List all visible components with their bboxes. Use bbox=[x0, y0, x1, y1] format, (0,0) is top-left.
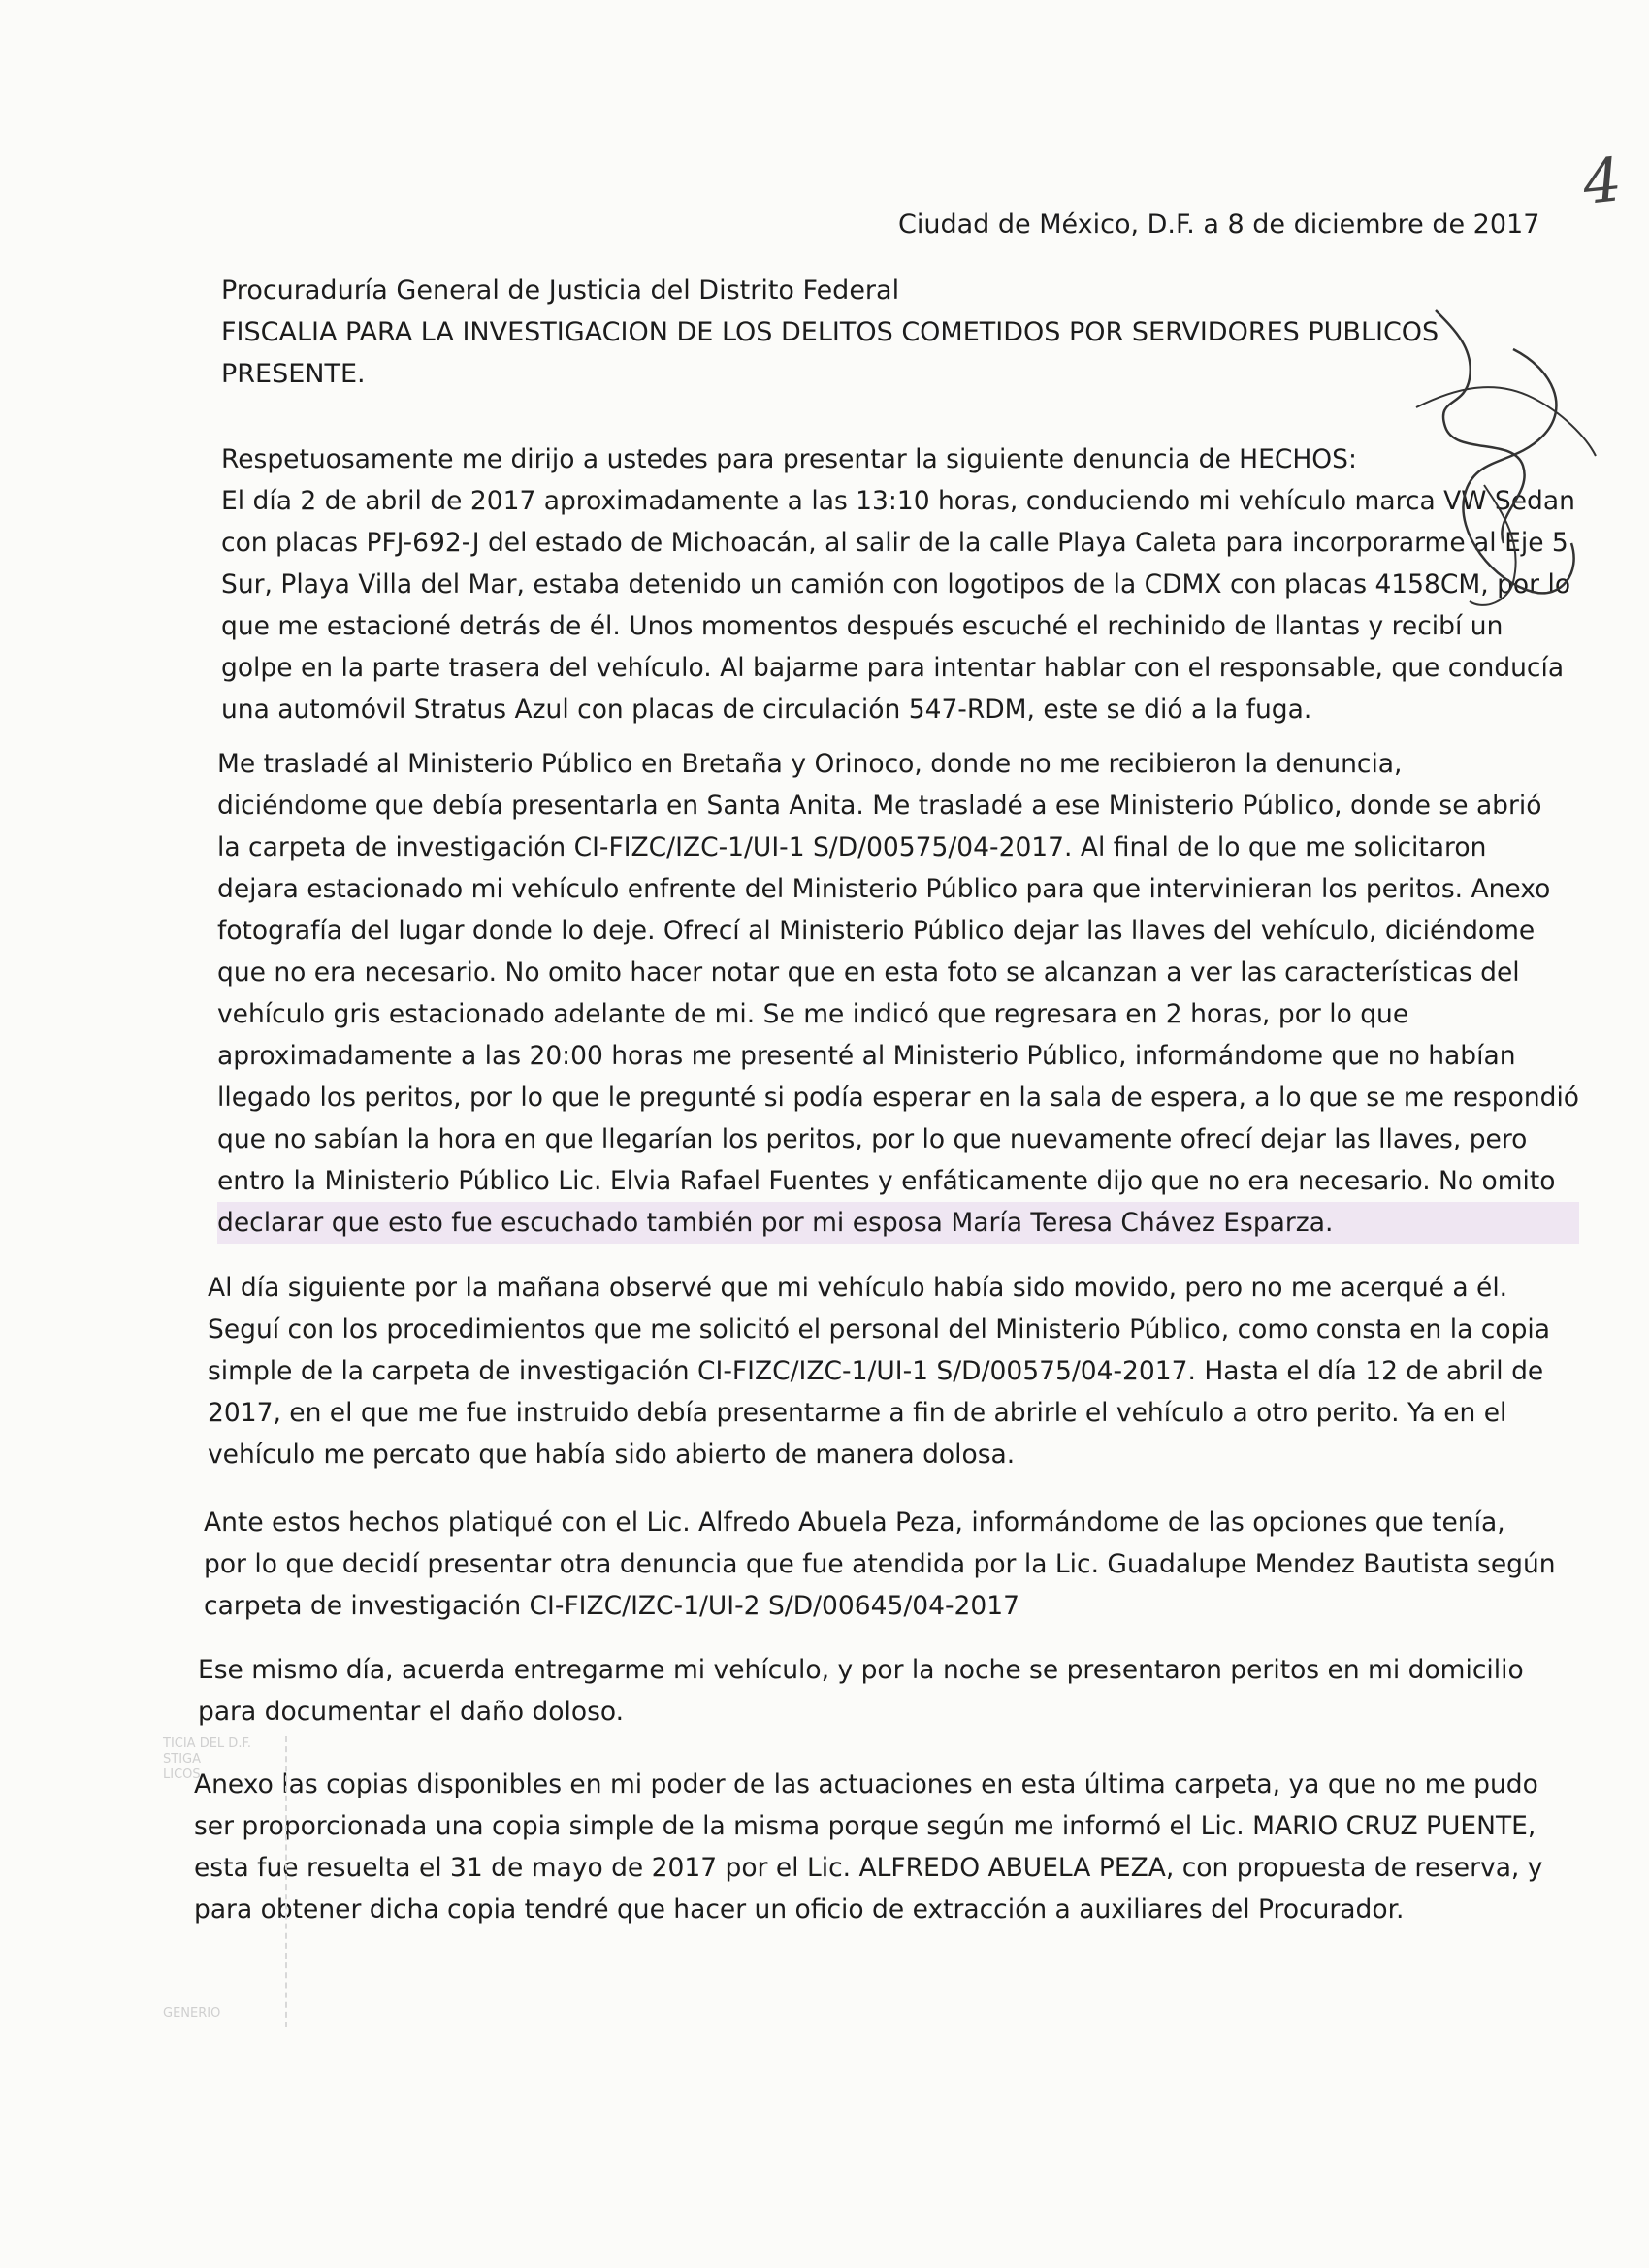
text-line: diciéndome que debía presentarla en Santa Anita. Me trasladé a ese Ministerio Público, donde se abrió bbox=[217, 791, 1542, 821]
text-line: vehículo gris estacionado adelante de mi. Se me indicó que regresara en 2 horas, por lo que bbox=[217, 999, 1409, 1029]
paragraph-4 bbox=[198, 1649, 1524, 1733]
stamp-text: TICIA DEL D.F. bbox=[163, 1736, 251, 1751]
text-line: vehículo me percato que había sido abierto de manera dolosa. bbox=[208, 1440, 1016, 1470]
text-line: Seguí con los procedimientos que me solicitó el personal del Ministerio Público, como consta en la copia bbox=[208, 1314, 1550, 1345]
text-line: golpe en la parte trasera del vehículo. Al bajarme para intentar hablar con el responsable, que conducía bbox=[221, 653, 1565, 683]
text-line: Al día siguiente por la mañana observé que mi vehículo había sido movido, pero no me acerqué a él. bbox=[208, 1273, 1508, 1303]
handwritten-signature bbox=[1377, 291, 1600, 621]
text-line: la carpeta de investigación CI-FIZC/IZC-1/UI-1 S/D/00575/04-2017. Al final de lo que me solicitaron bbox=[217, 832, 1487, 862]
paragraph-3 bbox=[204, 1502, 1556, 1627]
faded-stamp bbox=[163, 1736, 287, 2027]
text-line: por lo que decidí presentar otra denuncia que fue atendida por la Lic. Guadalupe Mendez Bautista según bbox=[204, 1549, 1556, 1579]
text-line: Sur, Playa Villa del Mar, estaba detenido un camión con logotipos de la CDMX con placas 4158CM, por lo bbox=[221, 569, 1571, 599]
stamp-text: LICOS bbox=[163, 1767, 201, 1782]
paragraph-intro bbox=[221, 438, 1575, 730]
text-line: simple de la carpeta de investigación CI-FIZC/IZC-1/UI-1 S/D/00575/04-2017. Hasta el día 12 de abril de bbox=[208, 1356, 1544, 1386]
text-line: Me trasladé al Ministerio Público en Bretaña y Orinoco, donde no me recibieron la denuncia, bbox=[217, 749, 1403, 779]
text-line: ser proporcionada una copia simple de la misma porque según me informó el Lic. MARIO CRUZ PUENTE, bbox=[194, 1811, 1536, 1841]
recipient-line: Procuraduría General de Justicia del Distrito Federal bbox=[221, 275, 900, 306]
text-line: Respetuosamente me dirijo a ustedes para presentar la siguiente denuncia de HECHOS: bbox=[221, 444, 1357, 474]
text-line: esta fue resuelta el 31 de mayo de 2017 por el Lic. ALFREDO ABUELA PEZA, con propuesta de reserva, y bbox=[194, 1853, 1543, 1883]
text-line: declarar que esto fue escuchado también por mi esposa María Teresa Chávez Esparza. bbox=[217, 1202, 1579, 1244]
text-line: que me estacioné detrás de él. Unos momentos después escuché el rechinido de llantas y recibí un bbox=[221, 611, 1504, 641]
text-line: Ese mismo día, acuerda entregarme mi vehículo, y por la noche se presentaron peritos en mi domicilio bbox=[198, 1655, 1524, 1685]
text-line: Anexo las copias disponibles en mi poder de las actuaciones en esta última carpeta, ya que no me pudo bbox=[194, 1769, 1538, 1799]
stamp-text: GENERIO bbox=[163, 2006, 221, 2021]
page-number: 4 bbox=[1579, 144, 1626, 218]
text-line: fotografía del lugar donde lo deje. Ofrecí al Ministerio Público dejar las llaves del vehículo, diciéndome bbox=[217, 916, 1536, 946]
recipient-block bbox=[221, 270, 1439, 395]
text-line: que no era necesario. No omito hacer notar que en esta foto se alcanzan a ver las características del bbox=[217, 957, 1520, 988]
text-line: llegado los peritos, por lo que le pregunté si podía esperar en la sala de espera, a lo que se me respondió bbox=[217, 1083, 1580, 1113]
text-line: que no sabían la hora en que llegarían los peritos, por lo que nuevamente ofrecí dejar las llaves, pero bbox=[217, 1124, 1528, 1154]
paragraph-2 bbox=[208, 1267, 1550, 1475]
text-line: 2017, en el que me fue instruido debía presentarme a fin de abrirle el vehículo a otro perito. Ya en el bbox=[208, 1398, 1507, 1428]
text-line: con placas PFJ-692-J del estado de Michoacán, al salir de la calle Playa Caleta para incorporarme al Eje 5 bbox=[221, 528, 1568, 558]
paragraph-1 bbox=[217, 743, 1579, 1244]
text-line: carpeta de investigación CI-FIZC/IZC-1/UI-2 S/D/00645/04-2017 bbox=[204, 1591, 1019, 1621]
text-line: aproximadamente a las 20:00 horas me presenté al Ministerio Público, informándome que no habían bbox=[217, 1041, 1516, 1071]
text-line: El día 2 de abril de 2017 aproximadamente a las 13:10 horas, conduciendo mi vehículo marca VW Sedan bbox=[221, 486, 1575, 516]
text-line: Ante estos hechos platiqué con el Lic. Alfredo Abuela Peza, informándome de las opciones que tenía, bbox=[204, 1507, 1505, 1538]
paragraph-5 bbox=[194, 1764, 1542, 1930]
stamp-text: STIGA bbox=[163, 1752, 201, 1766]
text-line: para obtener dicha copia tendré que hacer un oficio de extracción a auxiliares del Procurador. bbox=[194, 1895, 1405, 1925]
recipient-line: PRESENTE. bbox=[221, 359, 366, 389]
text-line: entro la Ministerio Público Lic. Elvia Rafael Fuentes y enfáticamente dijo que no era necesario. No omito bbox=[217, 1166, 1556, 1196]
text-line: dejara estacionado mi vehículo enfrente del Ministerio Público para que intervinieran los peritos. Anexo bbox=[217, 874, 1551, 904]
recipient-line: FISCALIA PARA LA INVESTIGACION DE LOS DELITOS COMETIDOS POR SERVIDORES PUBLICOS bbox=[221, 317, 1439, 347]
text-line: para documentar el daño doloso. bbox=[198, 1697, 625, 1727]
date-line: Ciudad de México, D.F. a 8 de diciembre de 2017 bbox=[898, 210, 1540, 240]
text-line: una automóvil Stratus Azul con placas de circulación 547-RDM, este se dió a la fuga. bbox=[221, 695, 1312, 725]
